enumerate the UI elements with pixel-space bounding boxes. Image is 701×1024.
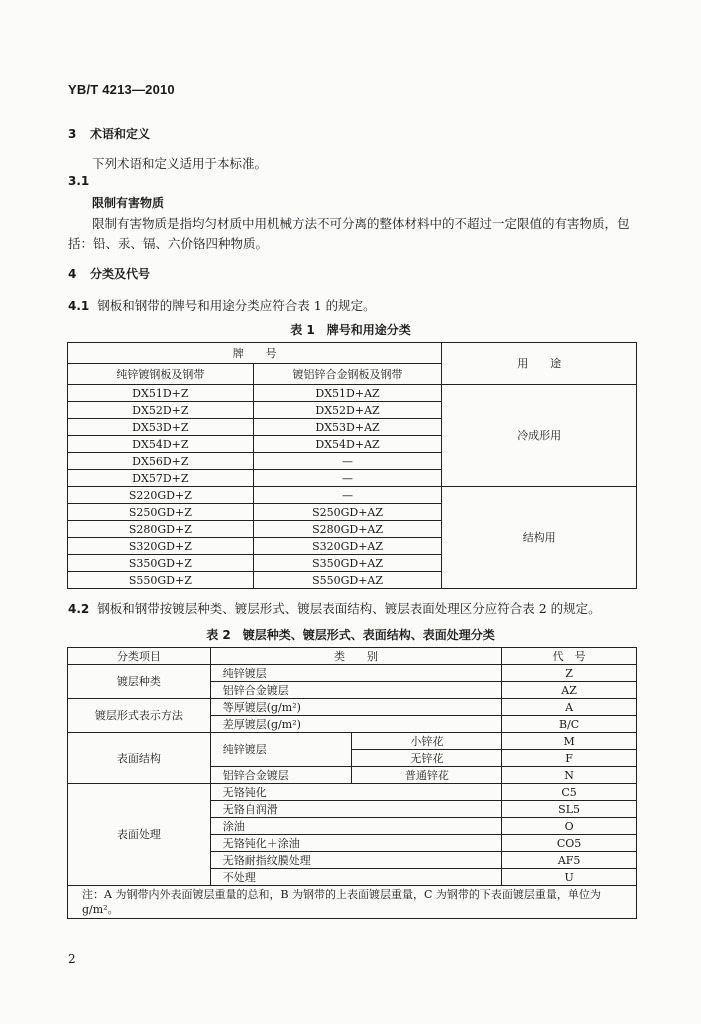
grade-zinc: S280GD+Z [68, 521, 254, 538]
type-cell: 无铬钝化 [210, 784, 501, 801]
type-cell: 差厚镀层(g/m²) [210, 716, 501, 733]
clause-4-2 [68, 599, 601, 617]
grade-zinc: DX51D+Z [68, 385, 254, 402]
code-cell: CO5 [502, 835, 637, 852]
grade-alzn: DX52D+AZ [253, 402, 442, 419]
use-structural: 结构用 [442, 487, 637, 589]
group-surface-treatment: 表面处理 [68, 784, 211, 886]
type-cell: 纯锌镀层 [210, 665, 501, 682]
term-title: 限制有害物质 [92, 196, 165, 210]
code-cell: A [502, 699, 637, 716]
section-number: 4 [68, 267, 77, 281]
grade-zinc: DX54D+Z [68, 436, 254, 453]
header-type: 类 别 [210, 648, 501, 665]
grade-alzn: S550GD+AZ [253, 572, 442, 589]
code-cell: U [502, 869, 637, 886]
subsection-number: 3.1 [68, 174, 90, 188]
grade-zinc: DX53D+Z [68, 419, 254, 436]
clause-number: 4.2 [68, 602, 90, 616]
type-cell: 无铬钝化＋涂油 [210, 835, 501, 852]
section-3-heading [68, 125, 150, 142]
header-use: 用 途 [442, 343, 637, 385]
section-3-intro: 下列术语和定义适用于本标准。 [92, 156, 268, 171]
standard-code: YB/T 4213—2010 [68, 82, 175, 97]
grade-zinc: S220GD+Z [68, 487, 254, 504]
type-cell: 无铬自润滑 [210, 801, 501, 818]
header-zinc: 纯锌镀钢板及钢带 [68, 364, 254, 385]
header-grade: 牌 号 [68, 343, 442, 364]
grade-zinc: S250GD+Z [68, 504, 254, 521]
term-definition-line2: 括：铅、汞、镉、六价铬四种物质。 [68, 236, 269, 251]
grade-zinc: S350GD+Z [68, 555, 254, 572]
type-cell: 纯锌镀层 [210, 733, 352, 767]
clause-number: 4.1 [68, 299, 90, 313]
clause-text: 钢板和钢带按镀层种类、镀层形式、镀层表面结构、镀层表面处理区分应符合表 2 的规定。 [97, 601, 601, 616]
header-item: 分类项目 [68, 648, 211, 665]
code-cell: SL5 [502, 801, 637, 818]
grade-zinc: DX56D+Z [68, 453, 254, 470]
subtype-cell: 普通锌花 [352, 767, 502, 784]
page-number: 2 [68, 952, 76, 966]
term-definition-line1: 限制有害物质是指均匀材质中用机械方法不可分离的整体材料中的不超过一定限值的有害物质，包 [92, 216, 630, 231]
type-cell: 不处理 [210, 869, 501, 886]
section-title: 分类及代号 [90, 267, 151, 281]
grade-zinc: S550GD+Z [68, 572, 254, 589]
grade-alzn: S280GD+AZ [253, 521, 442, 538]
code-cell: N [502, 767, 637, 784]
group-surface-structure: 表面结构 [68, 733, 211, 784]
table-2-caption: 表 2 镀层种类、镀层形式、表面结构、表面处理分类 [206, 628, 495, 642]
clause-text: 钢板和钢带的牌号和用途分类应符合表 1 的规定。 [97, 298, 376, 313]
grade-alzn: — [253, 487, 442, 504]
grade-zinc: S320GD+Z [68, 538, 254, 555]
grade-alzn: — [253, 453, 442, 470]
table-1-caption: 表 1 牌号和用途分类 [290, 323, 411, 337]
use-cold-forming: 冷成形用 [442, 385, 637, 487]
grade-alzn: S250GD+AZ [253, 504, 442, 521]
table-2-note: 注：A 为钢带内外表面镀层重量的总和，B 为钢带的上表面镀层重量，C 为钢带的下表面镀层重量，单位为 g/m²。 [68, 886, 637, 919]
code-cell: C5 [502, 784, 637, 801]
type-cell: 等厚镀层(g/m²) [210, 699, 501, 716]
header-alzn: 镀铝锌合金钢板及钢带 [253, 364, 442, 385]
section-4-heading [68, 265, 150, 282]
type-cell: 无铬耐指纹膜处理 [210, 852, 501, 869]
group-coating-form: 镀层形式表示方法 [68, 699, 211, 733]
section-number: 3 [68, 127, 77, 141]
table-2 [67, 647, 637, 919]
code-cell: Z [502, 665, 637, 682]
type-cell: 铝锌合金镀层 [210, 767, 352, 784]
grade-alzn: — [253, 470, 442, 487]
code-cell: AF5 [502, 852, 637, 869]
clause-4-1 [68, 296, 376, 314]
type-cell: 涂油 [210, 818, 501, 835]
subtype-cell: 无锌花 [352, 750, 502, 767]
code-cell: F [502, 750, 637, 767]
grade-alzn: S320GD+AZ [253, 538, 442, 555]
grade-alzn: DX54D+AZ [253, 436, 442, 453]
code-cell: B/C [502, 716, 637, 733]
table-1 [67, 342, 637, 589]
code-cell: AZ [502, 682, 637, 699]
grade-alzn: DX51D+AZ [253, 385, 442, 402]
code-cell: O [502, 818, 637, 835]
grade-alzn: DX53D+AZ [253, 419, 442, 436]
group-coating-type: 镀层种类 [68, 665, 211, 699]
type-cell: 铝锌合金镀层 [210, 682, 501, 699]
grade-zinc: DX57D+Z [68, 470, 254, 487]
header-code: 代 号 [502, 648, 637, 665]
grade-zinc: DX52D+Z [68, 402, 254, 419]
code-cell: M [502, 733, 637, 750]
subtype-cell: 小锌花 [352, 733, 502, 750]
grade-alzn: S350GD+AZ [253, 555, 442, 572]
section-title: 术语和定义 [90, 127, 151, 141]
